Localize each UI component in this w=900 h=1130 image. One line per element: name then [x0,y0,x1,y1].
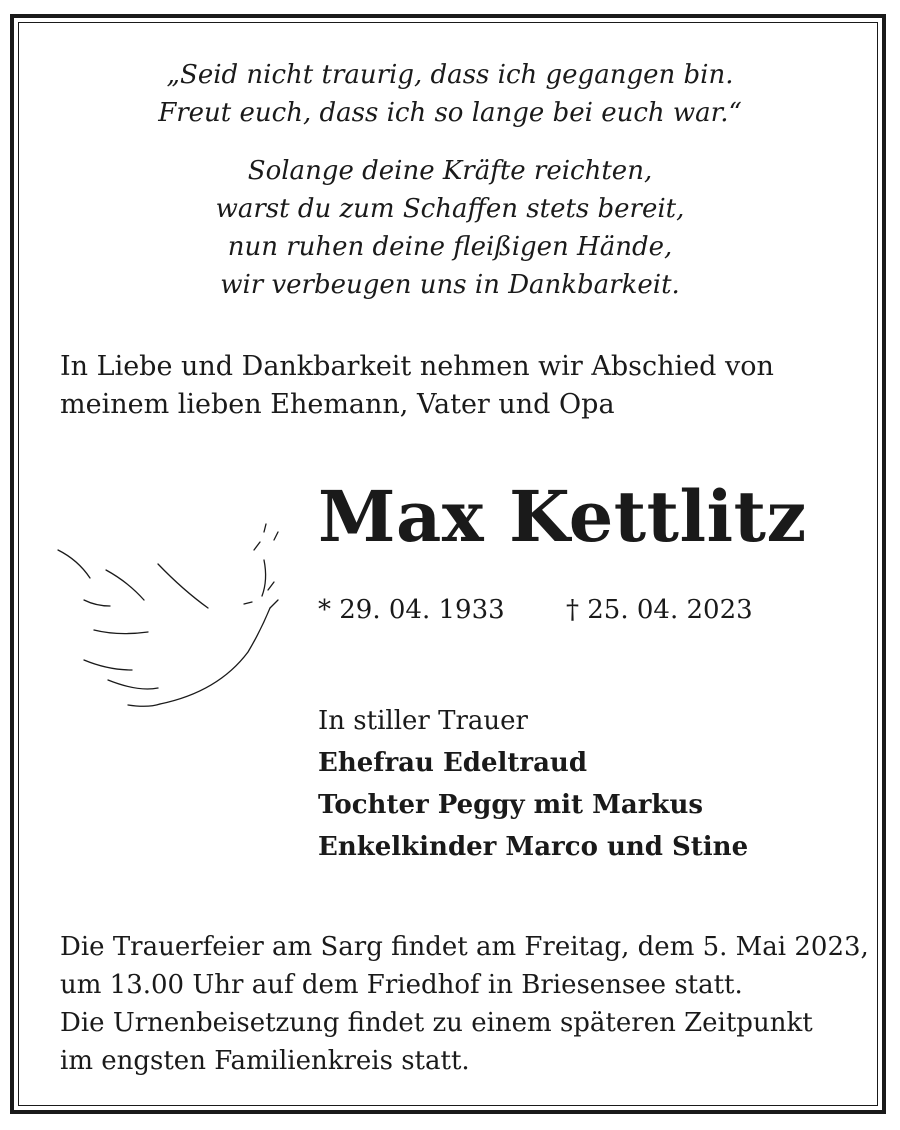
poem-line: wir verbeugen uns in Dankbarkeit. [220,270,680,300]
mourners-block [318,700,748,868]
poem-line: Solange deine Kräfte reichten, [247,156,653,186]
poem-line: nun ruhen deine fleißigen Hände, [227,232,673,262]
birth-date: * 29. 04. 1933 [318,595,505,625]
poem [0,152,900,304]
motto-line: „Seid nicht traurig, dass ich gegangen bin. [166,60,734,90]
dove-icon [48,520,298,720]
intro-text [60,348,860,424]
mourner-name: Tochter Peggy mit Markus [318,790,703,820]
ceremony-info [60,928,869,1080]
ceremony-line: im engsten Familienkreis statt. [60,1046,470,1076]
intro-line: In Liebe und Dankbarkeit nehmen wir Abschied von [60,351,774,382]
ceremony-line: Die Trauerfeier am Sarg findet am Freitag, dem 5. Mai 2023, [60,932,869,962]
mourner-name: Ehefrau Edeltraud [318,748,588,778]
mourners-heading: In stiller Trauer [318,706,528,736]
mourner-name: Enkelkinder Marco und Stine [318,832,749,862]
death-date: † 25. 04. 2023 [566,595,753,625]
ceremony-line: Die Urnenbeisetzung findet zu einem späteren Zeitpunkt [60,1008,813,1038]
deceased-name: Max Kettlitz [318,475,807,558]
intro-line: meinem lieben Ehemann, Vater und Opa [60,389,615,420]
poem-line: warst du zum Schaffen stets bereit, [215,194,685,224]
motto-quote [0,56,900,132]
motto-line: Freut euch, dass ich so lange bei euch war.“ [158,98,742,128]
ceremony-line: um 13.00 Uhr auf dem Friedhof in Briesensee statt. [60,970,743,1000]
